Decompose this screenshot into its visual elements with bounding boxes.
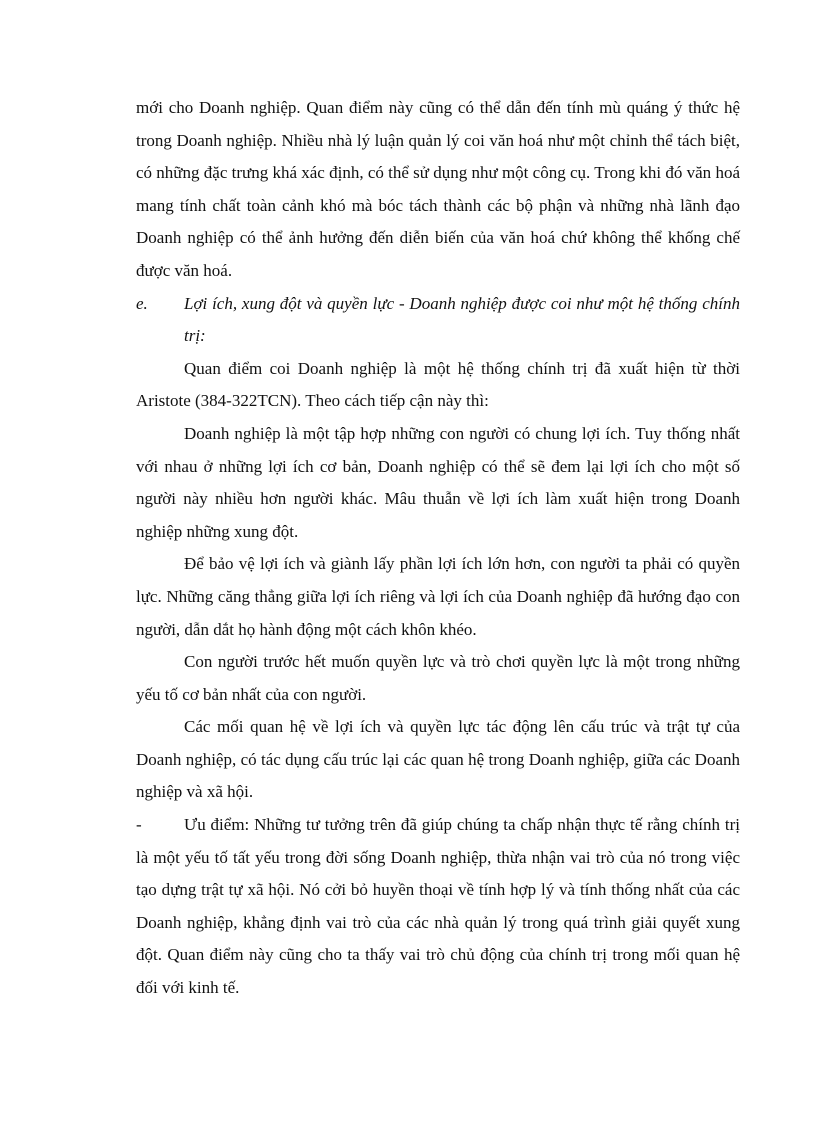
section-heading-e — [136, 288, 740, 353]
paragraph-common-interest: Doanh nghiệp là một tập hợp những con người có chung lợi ích. Tuy thống nhất với nhau ở những lợi ích cơ bản, Doanh nghiệp có thể sẽ đem lại lợi ích cho một số người này nhiều hơn người khác. Mâu thuẫn về lợi ích làm xuất hiện trong Doanh nghiệp những xung đột. — [136, 423, 740, 541]
document-page — [136, 92, 740, 1005]
paragraph-continuation: mới cho Doanh nghiệp. Quan điểm này cũng có thể dẫn đến tính mù quáng ý thức hệ trong Doanh nghiệp. Nhiều nhà lý luận quản lý coi văn hoá như một chỉnh thể tách biệt, có những đặc trưng khá xác định, có thể sử dụng như một công cụ. Trong khi đó văn hoá mang tính chất toàn cảnh khó mà bóc tách thành các bộ phận và những nhà lãnh đạo Doanh nghiệp có thể ảnh hưởng đến diễn biến của văn hoá chứ không thể khống chế được văn hoá. — [136, 98, 740, 280]
paragraph-power-game: Con người trước hết muốn quyền lực và trò chơi quyền lực là một trong những yếu tố cơ bản nhất của con người. — [136, 652, 740, 704]
paragraph-structure: Các mối quan hệ về lợi ích và quyền lực tác động lên cấu trúc và trật tự của Doanh nghiệp, có tác dụng cấu trúc lại các quan hệ trong Doanh nghiệp, giữa các Doanh nghiệp và xã hội. — [136, 717, 740, 802]
section-marker: e. — [136, 293, 148, 313]
section-heading-text: Lợi ích, xung đột và quyền lực - Doanh nghiệp được coi như một hệ thống chính trị: — [184, 293, 740, 346]
bullet-marker: - — [136, 815, 142, 835]
paragraph-aristote: Quan điểm coi Doanh nghiệp là một hệ thống chính trị đã xuất hiện từ thời Aristote (384-322TCN). Theo cách tiếp cận này thì: — [136, 358, 740, 411]
bullet-advantages — [136, 809, 740, 1005]
bullet-text: Ưu điểm: Những tư tưởng trên đã giúp chúng ta chấp nhận thực tế rằng chính trị là một yếu tố tất yếu trong đời sống Doanh nghiệp, thừa nhận vai trò của nó trong việc tạo dựng trật tự xã hội. Nó cởi bỏ huyền thoại về tính hợp lý và tính thống nhất của các Doanh nghiệp, khẳng định vai trò của các nhà quản lý trong quá trình giải quyết xung đột. Quan điểm này cũng cho ta thấy vai trò chủ động của chính trị trong mối quan hệ đối với kinh tế. — [136, 815, 740, 998]
paragraph-power: Để bảo vệ lợi ích và giành lấy phần lợi ích lớn hơn, con người ta phải có quyền lực. Những căng thẳng giữa lợi ích riêng và lợi ích của Doanh nghiệp đã hướng đạo con người, dẫn dắt họ hành động một cách khôn khéo. — [136, 554, 740, 639]
